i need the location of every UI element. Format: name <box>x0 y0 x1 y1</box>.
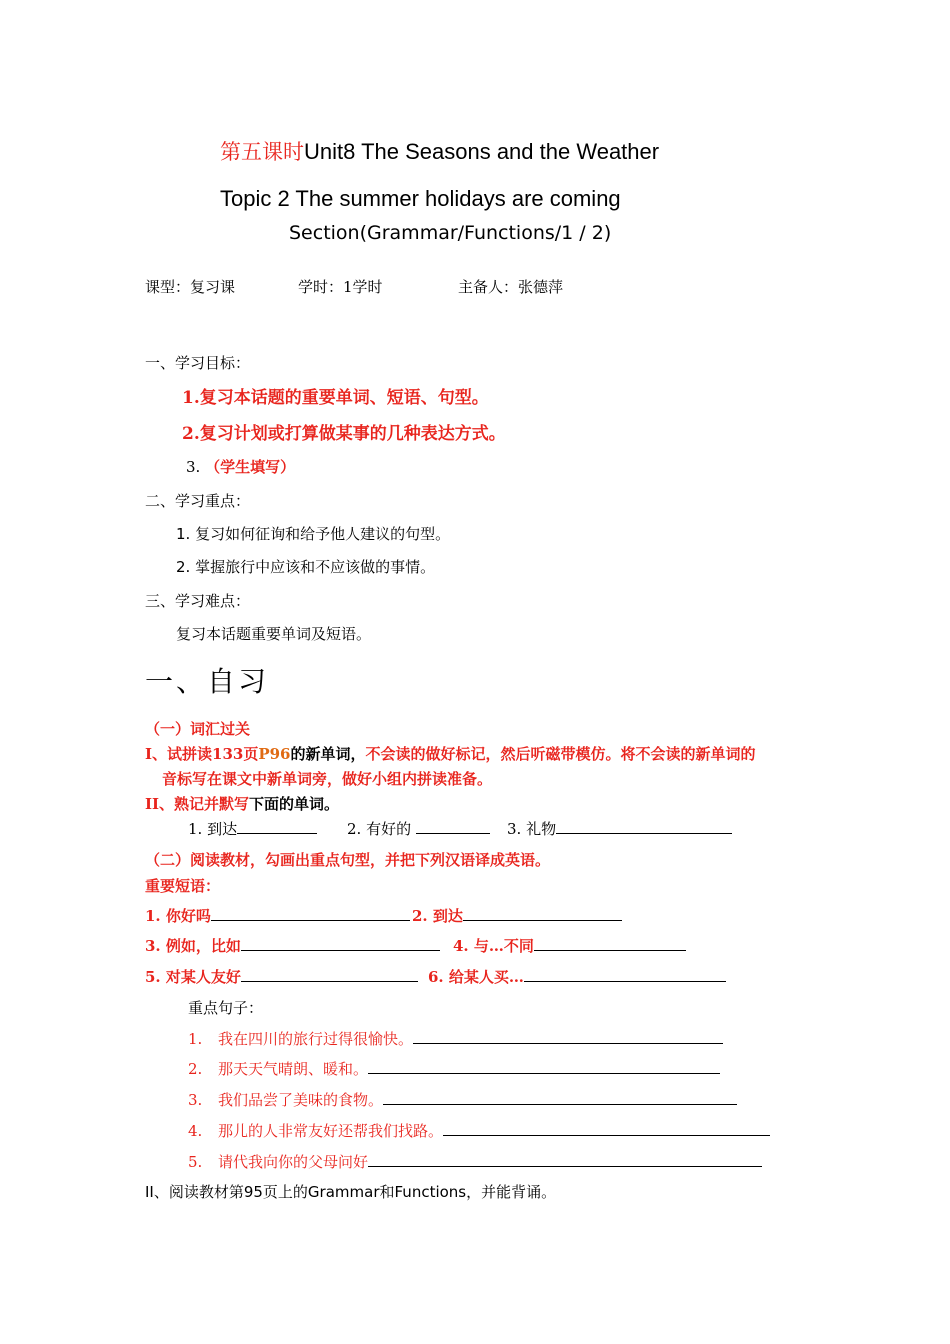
sentence-number: 3. <box>188 1091 203 1109</box>
answer-blank[interactable] <box>383 1090 737 1105</box>
sentence-number: 5. <box>188 1153 203 1171</box>
word-item-1 <box>188 818 317 839</box>
reading-heading: （二）阅读教材，勾画出重点句型，并把下列汉语译成英语。 <box>145 851 551 869</box>
phrase-label: 2. 到达 <box>412 907 463 925</box>
lesson-number: 第五课时 <box>220 140 304 164</box>
phrases-heading: 重要短语： <box>145 877 221 895</box>
section-title: Section(Grammar/Functions/1 / 2) <box>289 222 612 244</box>
sentence-item-5 <box>188 1151 762 1172</box>
objective-2: 2.复习计划或打算做某事的几种表达方式。 <box>182 424 506 444</box>
sentence-text: 请代我向你的父母问好 <box>218 1153 369 1171</box>
vocab-instruction-rest: 不会读的做好标记，然后听磁带模仿。将不会读的新单词的 <box>365 745 756 763</box>
sentence-item-2 <box>188 1058 720 1079</box>
sentence-text: 那儿的人非常友好还帮我们找路。 <box>218 1122 444 1140</box>
answer-blank[interactable] <box>368 1152 762 1167</box>
word-item-3 <box>507 818 732 839</box>
difficulties-heading: 三、学习难点： <box>145 592 251 610</box>
keypoint-2: 2. 掌握旅行中应该和不应该做的事情。 <box>176 558 436 576</box>
answer-blank[interactable] <box>368 1059 720 1074</box>
phrase-label: 6. 给某人买… <box>428 968 524 986</box>
answer-blank[interactable] <box>463 906 622 921</box>
sentences-heading: 重点句子： <box>188 999 264 1017</box>
answer-blank[interactable] <box>416 819 490 834</box>
memorize-label: II、熟记并默写 <box>145 795 250 813</box>
vocab-instruction-prefix: I、试拼读133页 <box>145 745 259 763</box>
answer-blank[interactable] <box>556 819 732 834</box>
word-item-2 <box>347 818 490 839</box>
phrase-label: 3. 例如，比如 <box>145 937 241 955</box>
unit-title: Unit8 The Seasons and the Weather <box>304 139 660 164</box>
vocab-instruction-cont: 音标写在课文中新单词旁，做好小组内拼读准备。 <box>162 770 493 788</box>
vocab-instruction-2 <box>145 793 339 814</box>
phrase-item-5 <box>145 966 418 987</box>
phrase-item-2 <box>412 905 622 926</box>
objectives-heading: 一、学习目标： <box>145 354 251 372</box>
page-ref-p96: P96 <box>258 745 291 763</box>
sentence-number: 4. <box>188 1122 203 1140</box>
objective-1: 1.复习本话题的重要单词、短语、句型。 <box>182 388 489 408</box>
phrase-item-3 <box>145 935 440 956</box>
word-label: 3. 礼物 <box>507 820 557 838</box>
page-title <box>220 136 659 166</box>
objective-3-text: （学生填写） <box>205 458 296 476</box>
final-instruction: II、阅读教材第95页上的Grammar和Functions，并能背诵。 <box>145 1183 557 1201</box>
self-study-heading: 一、自习 <box>145 665 270 698</box>
answer-blank[interactable] <box>241 967 418 982</box>
objective-3 <box>186 456 295 477</box>
lesson-hours: 学时：1学时 <box>298 278 383 296</box>
difficulties-text: 复习本话题重要单词及短语。 <box>176 625 372 643</box>
sentence-item-4 <box>188 1120 770 1141</box>
word-label: 2. 有好的 <box>347 820 412 838</box>
phrase-label: 5. 对某人友好 <box>145 968 241 986</box>
vocab-instruction-mid: 的新单词， <box>290 745 366 763</box>
answer-blank[interactable] <box>443 1121 770 1136</box>
sentence-text: 我们品尝了美味的食物。 <box>218 1091 384 1109</box>
answer-blank[interactable] <box>534 936 686 951</box>
keypoint-1: 1. 复习如何征询和给予他人建议的句型。 <box>176 525 451 543</box>
answer-blank[interactable] <box>211 906 410 921</box>
answer-blank[interactable] <box>413 1029 723 1044</box>
objective-3-number: 3. <box>186 458 201 476</box>
topic-title: Topic 2 The summer holidays are coming <box>220 186 621 211</box>
phrase-item-4 <box>453 935 686 956</box>
phrase-item-1 <box>145 905 410 926</box>
sentence-text: 那天天气晴朗、暖和。 <box>218 1060 369 1078</box>
sentence-text: 我在四川的旅行过得很愉快。 <box>218 1030 414 1048</box>
sentence-item-1 <box>188 1028 723 1049</box>
phrase-label: 1. 你好吗 <box>145 907 211 925</box>
lesson-type: 课型：复习课 <box>145 278 236 296</box>
lesson-preparer: 主备人：张德萍 <box>458 278 564 296</box>
sentence-number: 2. <box>188 1060 203 1078</box>
phrase-label: 4. 与…不同 <box>453 937 534 955</box>
vocab-heading: （一）词汇过关 <box>145 720 251 738</box>
phrase-item-6 <box>428 966 726 987</box>
sentence-number: 1. <box>188 1030 203 1048</box>
sentence-item-3 <box>188 1089 737 1110</box>
word-label: 1. 到达 <box>188 820 238 838</box>
answer-blank[interactable] <box>524 967 726 982</box>
memorize-rest: 下面的单词。 <box>249 795 340 813</box>
keypoints-heading: 二、学习重点： <box>145 492 251 510</box>
vocab-instruction-1 <box>145 743 756 764</box>
answer-blank[interactable] <box>237 819 317 834</box>
answer-blank[interactable] <box>241 936 440 951</box>
